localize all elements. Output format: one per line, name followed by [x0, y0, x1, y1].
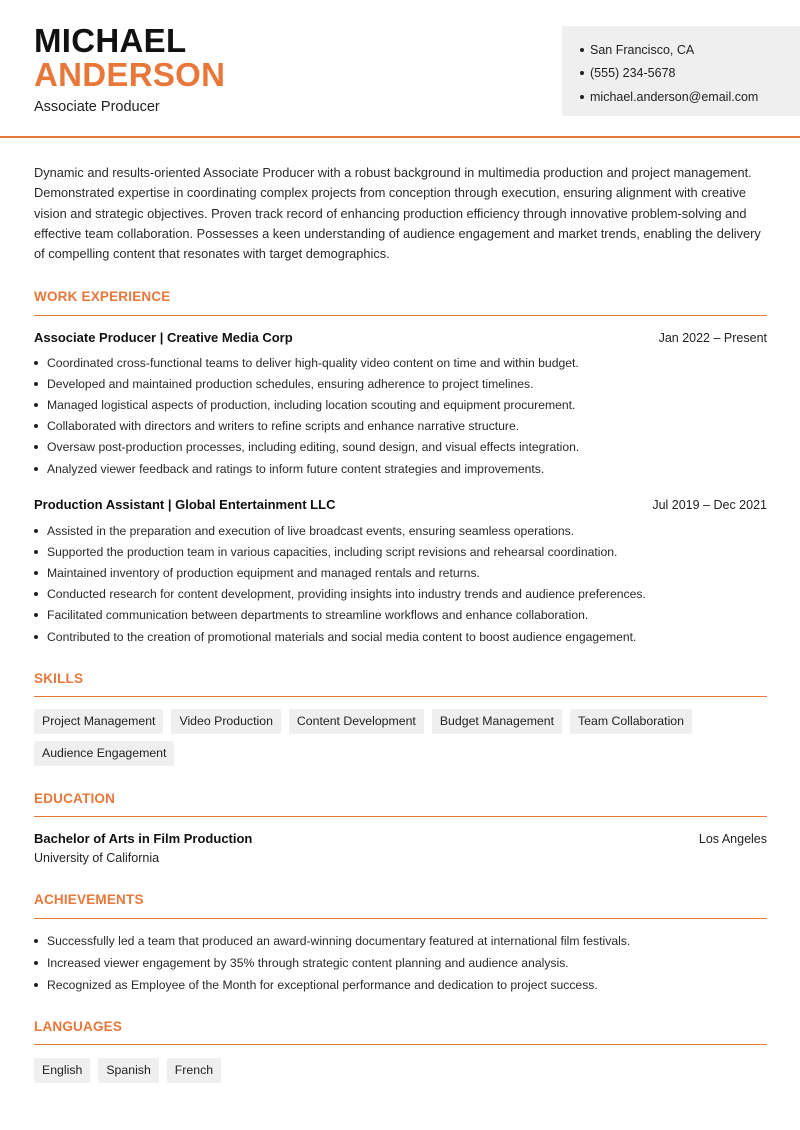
contact-location — [580, 38, 800, 62]
list-item: Developed and maintained production schedules, ensuring adherence to project timelines. — [34, 373, 774, 394]
list-item: Collaborated with directors and writers to refine scripts and enhance narrative structure. — [34, 416, 774, 437]
section-divider — [34, 1044, 767, 1045]
list-item: Oversaw post-production processes, including editing, sound design, and visual effects integration. — [34, 437, 774, 458]
email-link[interactable]: michael.anderson@email.com — [590, 89, 759, 104]
last-name: ANDERSON — [34, 56, 226, 93]
summary-paragraph: Dynamic and results-oriented Associate Producer with a robust background in multimedia production and project management. Demonstrated expertise in coordinating complex projects from conception through execution, ensuring alignment with creative vision and strategic objectives. Proven track record of enhancing production efficiency through innovative problem-solving and effective team collaboration. Possesses a keen understanding of audience engagement and market trends, enabling the delivery of compelling content that resonates with target demographics. — [34, 165, 761, 262]
section-divider — [34, 918, 767, 919]
degree: Bachelor of Arts in Film Production — [34, 831, 253, 846]
bullet-icon — [34, 361, 38, 365]
list-item: Supported the production team in various capacities, including script revisions and rehearsal coordination. — [34, 541, 774, 562]
bullet-icon — [34, 445, 38, 449]
list-item: Maintained inventory of production equipment and managed rentals and returns. — [34, 562, 774, 583]
bullet-icon — [34, 382, 38, 386]
job-title: Associate Producer — [34, 99, 160, 115]
list-item: Successfully led a team that produced an award-winning documentary featured at international film festivals. — [34, 930, 774, 952]
bullet-icon — [34, 939, 38, 943]
bullet-icon — [34, 571, 38, 575]
bullet-icon — [34, 635, 38, 639]
section-title-work: WORK EXPERIENCE — [34, 289, 171, 304]
job-header — [34, 497, 767, 512]
contact-phone — [580, 62, 800, 86]
education-location: Los Angeles — [698, 832, 767, 846]
job-dates: Jan 2022 – Present — [658, 331, 767, 345]
language-tags — [34, 1058, 774, 1090]
list-item: Assisted in the preparation and execution of live broadcast events, ensuring seamless operations. — [34, 520, 774, 541]
location-text: San Francisco, CA — [590, 42, 695, 57]
section-title-achievements: ACHIEVEMENTS — [34, 892, 144, 907]
job-role: Associate Producer | Creative Media Corp — [34, 330, 293, 345]
job-header — [34, 330, 767, 345]
list-item: Recognized as Employee of the Month for exceptional performance and dedication to project success. — [34, 974, 774, 996]
phone-text[interactable]: (555) 234-5678 — [590, 66, 676, 81]
bullet-icon — [34, 467, 38, 471]
achievement-bullets — [34, 930, 774, 996]
skill-tag: Team Collaboration — [570, 709, 692, 734]
section-title-languages: LANGUAGES — [34, 1019, 123, 1034]
list-item: Analyzed viewer feedback and ratings to inform future content strategies and improvements. — [34, 458, 774, 479]
bullet-icon — [34, 961, 38, 965]
section-title-education: EDUCATION — [34, 791, 116, 806]
school-name: University of California — [34, 851, 160, 865]
skills-tags — [34, 709, 774, 773]
list-item: Managed logistical aspects of production, including location scouting and equipment procurement. — [34, 394, 774, 415]
skill-tag: Audience Engagement — [34, 741, 174, 766]
bullet-icon — [580, 71, 584, 75]
bullet-icon — [580, 95, 584, 99]
job-role: Production Assistant | Global Entertainment LLC — [34, 497, 336, 512]
bullet-icon — [34, 613, 38, 617]
bullet-icon — [580, 48, 584, 52]
skill-tag: Content Development — [289, 709, 424, 734]
resume-header — [0, 0, 800, 138]
language-tag: Spanish — [98, 1058, 158, 1083]
section-divider — [34, 816, 767, 817]
skill-tag: Budget Management — [432, 709, 562, 734]
job-bullets — [34, 352, 774, 479]
education-header — [34, 831, 767, 846]
bullet-icon — [34, 550, 38, 554]
contact-box — [562, 26, 800, 116]
bullet-icon — [34, 424, 38, 428]
job-dates: Jul 2019 – Dec 2021 — [652, 498, 767, 512]
language-tag: French — [167, 1058, 221, 1083]
bullet-icon — [34, 403, 38, 407]
section-title-skills: SKILLS — [34, 671, 84, 686]
list-item: Coordinated cross-functional teams to deliver high-quality video content on time and within budget. — [34, 352, 774, 373]
list-item: Conducted research for content development, providing insights into industry trends and audience preferences. — [34, 584, 774, 605]
bullet-icon — [34, 983, 38, 987]
bullet-icon — [34, 592, 38, 596]
first-name: MICHAEL — [34, 22, 187, 59]
list-item: Contributed to the creation of promotional materials and social media content to boost audience engagement. — [34, 626, 774, 647]
skill-tag: Project Management — [34, 709, 163, 734]
skill-tag: Video Production — [171, 709, 280, 734]
contact-email — [580, 85, 800, 109]
list-item: Facilitated communication between departments to streamline workflows and enhance collaboration. — [34, 605, 774, 626]
bullet-icon — [34, 529, 38, 533]
section-divider — [34, 315, 767, 316]
job-bullets — [34, 520, 774, 647]
language-tag: English — [34, 1058, 90, 1083]
section-divider — [34, 696, 767, 697]
list-item: Increased viewer engagement by 35% through strategic content planning and audience analysis. — [34, 952, 774, 974]
